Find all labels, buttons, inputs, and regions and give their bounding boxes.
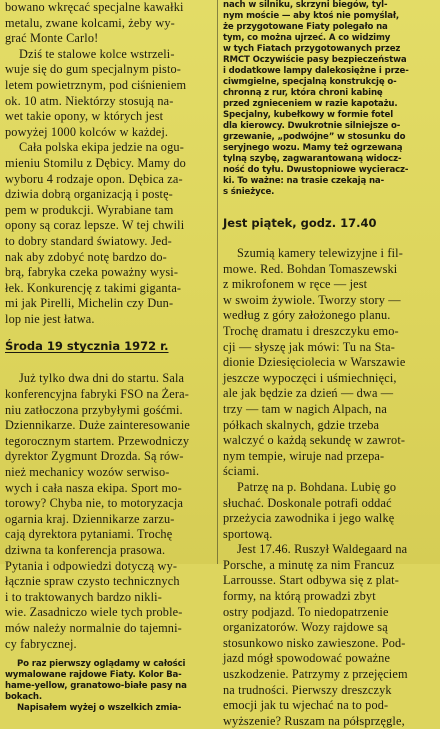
- text-line: w tych Fiatach przygotowanych przez: [223, 44, 401, 54]
- text-line: wie. Zasadniczo wiele tych proble-: [5, 605, 183, 620]
- text-line: ściami.: [223, 464, 260, 479]
- text-line: mieniu Stomilu z Dębicy. Mamy do: [5, 155, 186, 170]
- text-line: mi jak Pirelli, Michelin czy Dun-: [5, 296, 174, 311]
- text-line: cy fabrycznej.: [5, 636, 77, 651]
- left-body-text: [5, 0, 211, 327]
- left-small-paragraph-2: [5, 703, 211, 714]
- section-heading-friday: Jest piątek, godz. 17.40: [223, 216, 377, 230]
- text-line: Cała polska ekipa jedzie na ogu-: [19, 140, 184, 155]
- text-line: na trudności. Pierwszy dreszczyk: [223, 682, 392, 697]
- text-line: w swoim żywiole. Tworzy story —: [223, 292, 401, 307]
- text-line: organizatorów. Wozy rajdowe są: [223, 620, 388, 635]
- text-line: według z góry założonego planu.: [223, 308, 391, 323]
- left-paragraph-2: [5, 47, 211, 141]
- text-line: Dziennikarze. Duże zainteresowanie: [5, 418, 191, 433]
- text-line: Larrousse. Start odbywa się z plat-: [223, 573, 399, 588]
- text-line: nach w silniku, skrzyni biegów, tyl-: [223, 0, 388, 10]
- text-line: przed zgnieceniem w razie kapotażu.: [223, 99, 398, 109]
- text-line: ale jak będzie za dzień — dwa —: [223, 386, 394, 401]
- text-line: wyboru 4 rodzaje opon. Dębica za-: [5, 171, 183, 186]
- text-line: Specjalny, kubełkowy w formie fotel: [223, 110, 393, 120]
- left-small-paragraph-1: [5, 659, 211, 703]
- text-line: dziwia dobrą organizacją i postę-: [5, 187, 173, 202]
- text-line: Trochę dramatu i dreszczyku emo-: [223, 323, 399, 338]
- text-line: ciwmgielne, specjalną konstrukcję o-: [223, 77, 397, 87]
- left-body-text-2: [5, 371, 211, 652]
- text-line: chronną z rur, która chroni kabinę: [223, 88, 383, 98]
- text-line: trzy — tam w nagich Alpach, na: [223, 401, 387, 416]
- text-line: powyżej 1000 kolców w każdej.: [5, 124, 169, 139]
- text-line: torowy? Chyba nie, to motoryzacja: [5, 496, 184, 511]
- text-line: przeżycia zawodnika i jego walkę: [223, 511, 395, 526]
- text-line: stosunkowo nisko zawieszone. Pod-: [223, 635, 406, 650]
- text-line: ok. 10 atm. Niektórzy stosują na-: [5, 93, 174, 108]
- text-line: s śnieżyce.: [223, 187, 275, 197]
- text-line: wymalowane rajdowe Fiaty. Kolor Ba-: [5, 670, 182, 681]
- text-line: Porsche, a minutę za nim Francuz: [223, 557, 395, 572]
- text-line: Już tylko dwa dni do startu. Sala: [19, 371, 185, 386]
- text-line: niu zatłoczona przybyłymi gośćmi.: [5, 402, 183, 417]
- text-line: Napisałem wyżej o wszelkich zmia-: [17, 703, 182, 714]
- text-line: jazd mógł spowodować poważne: [223, 651, 391, 666]
- text-line: łącznie spraw czysto technicznych: [5, 574, 180, 589]
- text-line: opony są coraz lepsze. W tej chwili: [5, 218, 185, 233]
- column-divider: [217, 0, 218, 564]
- text-line: Patrzę na p. Bohdana. Lubię go: [237, 479, 397, 494]
- text-line: formy, na którą prowadzi zbyt: [223, 589, 376, 604]
- text-line: tym, co można ujrzeć. A co widzimy: [223, 33, 391, 43]
- text-line: pem w produkcji. Wyrabiane tam: [5, 202, 174, 217]
- text-line: wyższenie? Ruszam na półsprzęgle,: [223, 713, 405, 728]
- text-line: Po raz pierwszy oglądamy w całości: [17, 659, 186, 670]
- text-line: seryjnego wozu. Mamy też ogrzewaną: [223, 143, 403, 153]
- text-line: bowano wkręcać specjalne kawałki: [5, 0, 184, 14]
- right-paragraph-1: [223, 246, 435, 480]
- text-line: i dodatkowe lampy dalekosiężne i prze-: [223, 66, 409, 76]
- right-small-paragraph: [223, 0, 435, 198]
- text-line: słuchać. Doskonale potrafi oddać: [223, 495, 392, 510]
- text-line: lop nie jest łatwa.: [5, 311, 95, 326]
- text-line: dyrektor Zygmunt Drozda. Są rów-: [5, 449, 184, 464]
- right-paragraph-3: [223, 542, 435, 729]
- text-line: i to traktowanych bardzo nikli-: [5, 589, 162, 604]
- right-small-text: [223, 0, 435, 198]
- text-line: to dobry standard światowy. Jed-: [5, 233, 172, 248]
- text-line: konferencyjna fabryki FSO na Żera-: [5, 387, 190, 402]
- text-line: ki. To ważne: na trasie czekają na-: [223, 176, 384, 186]
- text-line: mów należy normalnie do tajemni-: [5, 620, 182, 635]
- text-line: hame-yellow, granatowo-białe pasy na: [5, 681, 187, 692]
- text-line: metalu, zwane kolcami, żeby wy-: [5, 15, 175, 30]
- left-paragraph-1: [5, 0, 211, 47]
- text-line: wuje się do gum specjalnym pisto-: [5, 62, 182, 77]
- text-line: cają dyrektora pytaniami. Trochę: [5, 527, 173, 542]
- right-column: [223, 0, 435, 728]
- text-line: dionie Dziesięciolecia w Warszawie: [223, 355, 406, 370]
- text-line: nież mechanicy wozów serwiso-: [5, 465, 170, 480]
- text-line: Jest 17.46. Ruszył Waldegaard na: [237, 542, 408, 557]
- text-line: ność do tyłu. Dwustopniowe wycieracz-: [223, 165, 409, 175]
- text-line: nym tempie, wiruje nad przepa-: [223, 448, 385, 463]
- right-paragraph-2: [223, 480, 435, 542]
- text-line: Pytania i odpowiedzi dotyczą wy-: [5, 558, 178, 573]
- text-line: z mikrofonem w ręce — jest: [223, 277, 368, 292]
- text-line: RMCT Oczywiście pasy bezpieczeństwa: [223, 55, 407, 65]
- text-line: grzewanie, „podwójne” w stosunku do: [223, 132, 406, 142]
- text-line: mowe. Red. Bohdan Tomaszewski: [223, 261, 398, 276]
- text-line: letem powietrznym, pod ciśnieniem: [5, 77, 187, 92]
- text-line: wych i cała nasza ekipa. Sport mo-: [5, 480, 182, 495]
- text-line: dla kierowcy. Dwukrotnie silniejsze o-: [223, 121, 401, 131]
- text-line: tylną szybę, zagwarantowaną widocz-: [223, 154, 402, 164]
- text-line: Dziś te stalowe kolce wstrzeli-: [19, 46, 175, 61]
- text-line: że przygotowane Fiaty polegało na: [223, 22, 388, 32]
- text-line: łek. Konkurencję z takimi gigantа-: [5, 280, 182, 295]
- text-line: dziwna ta konferencja prasowa.: [5, 543, 166, 557]
- text-line: bokach.: [5, 692, 42, 703]
- text-line: sportową.: [223, 526, 273, 541]
- text-line: jeszcze wypoczęci i uśmiechnięci,: [223, 370, 397, 385]
- text-line: cji — słyszę jak mówi: Tu na Sta-: [223, 339, 395, 354]
- text-line: tegorocznym startem. Przewodniczy: [5, 433, 190, 448]
- text-line: uszkodzenie. Patrzymy z przejęciem: [223, 667, 408, 682]
- left-paragraph-4: [5, 371, 211, 652]
- text-line: wet takie opony, w których jest: [5, 109, 164, 124]
- section-heading-wednesday: Środa 19 stycznia 1972 r.: [5, 339, 169, 354]
- left-small-text: [5, 659, 211, 714]
- text-line: nym moście — aby ktoś nie pomyślał,: [223, 11, 400, 21]
- text-line: ogarnia kraj. Dziennikarze zarzu-: [5, 511, 175, 526]
- text-line: ostry podjazd. To niedopatrzenie: [223, 604, 389, 619]
- text-line: półkach skalnych, gdzie trzeba: [223, 417, 380, 432]
- text-line: Szumią kamery telewizyjne i fil-: [237, 246, 403, 260]
- left-column: [5, 0, 211, 714]
- text-line: grać Monte Carlo!: [5, 31, 99, 46]
- text-line: walczyć o każdą sekundę w zawrot-: [223, 433, 406, 448]
- right-body-text: [223, 246, 435, 729]
- text-line: emocji jak tu wjechać na to pod-: [223, 698, 389, 713]
- left-paragraph-3: [5, 140, 211, 327]
- text-line: brą, fabryka czeka poważny wysi-: [5, 265, 179, 280]
- text-line: nak aby zdobyć notę bardzo do-: [5, 249, 167, 264]
